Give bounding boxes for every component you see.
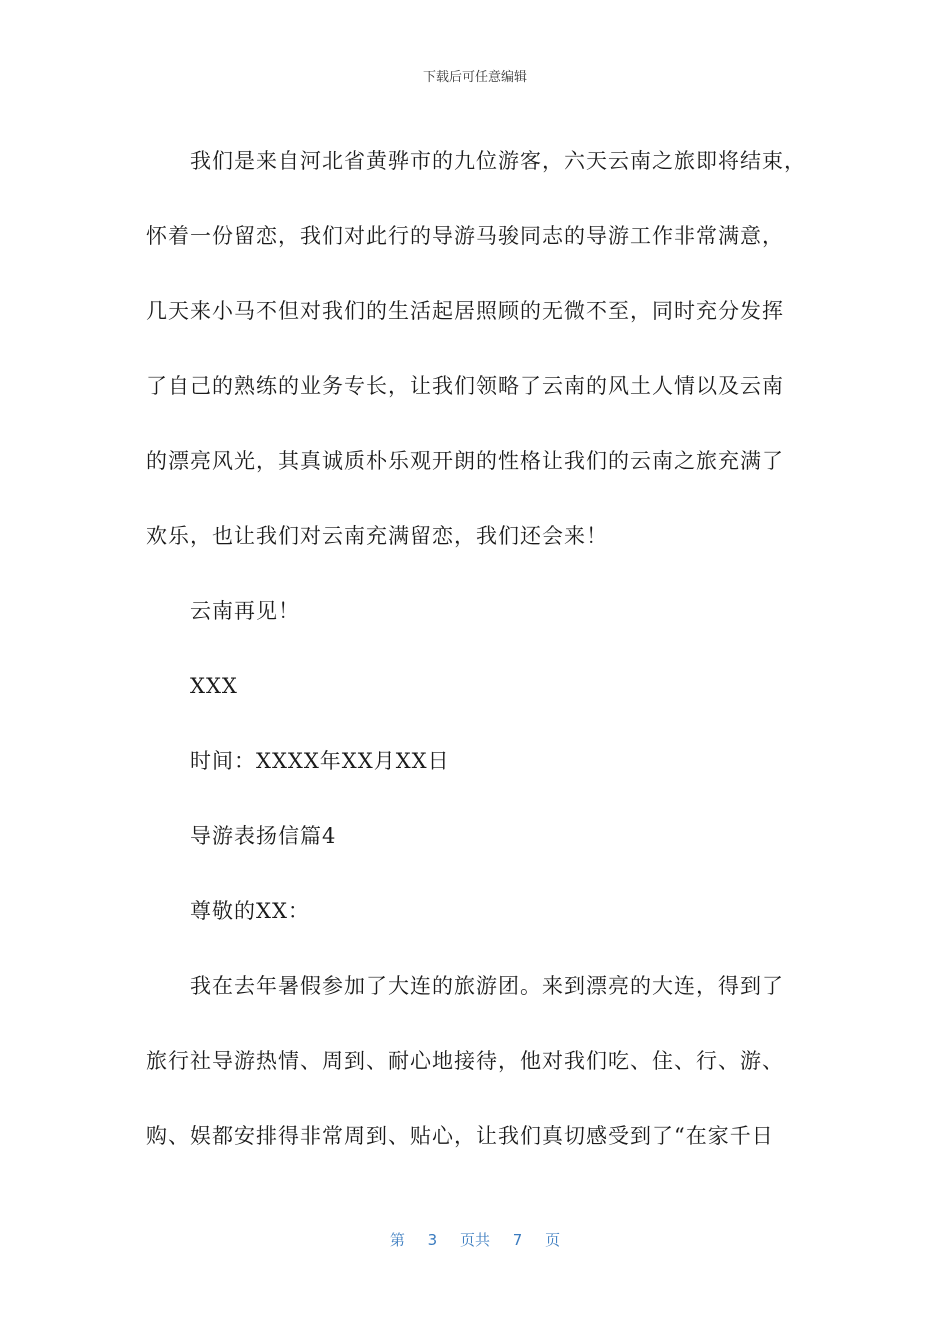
closing-line: 云南再见！ (190, 599, 300, 623)
signature: XXX (190, 674, 238, 698)
document-body (146, 124, 806, 1174)
date-line: 时间：XXXX年XX月XX日 (190, 749, 450, 773)
paragraph-line: 欢乐，也让我们对云南充满留恋，我们还会来！ (146, 524, 608, 548)
paragraph-line: 几天来小马不但对我们的生活起居照顾的无微不至，同时充分发挥 (146, 299, 784, 323)
salutation: 尊敬的XX： (190, 899, 310, 923)
page-footer: 第 3 页共 7 页 (389, 1231, 561, 1249)
paragraph-line: 的漂亮风光，其真诚质朴乐观开朗的性格让我们的云南之旅充满了 (146, 449, 784, 473)
paragraph-line: 旅行社导游热情、周到、耐心地接待，他对我们吃、住、行、游、 (146, 1049, 784, 1073)
paragraph-line: 了自己的熟练的业务专长，让我们领略了云南的风土人情以及云南 (146, 374, 784, 398)
paragraph-line: 我在去年暑假参加了大连的旅游团。来到漂亮的大连，得到了 (190, 974, 784, 998)
paragraph-line: 怀着一份留恋，我们对此行的导游马骏同志的导游工作非常满意， (146, 224, 784, 248)
page-header: 下载后可任意编辑 (422, 70, 527, 85)
paragraph-line: 我们是来自河北省黄骅市的九位游客，六天云南之旅即将结束， (190, 149, 806, 173)
section-title: 导游表扬信篇4 (190, 824, 337, 848)
paragraph-line: 购、娱都安排得非常周到、贴心，让我们真切感受到了“在家千日 (146, 1124, 774, 1148)
